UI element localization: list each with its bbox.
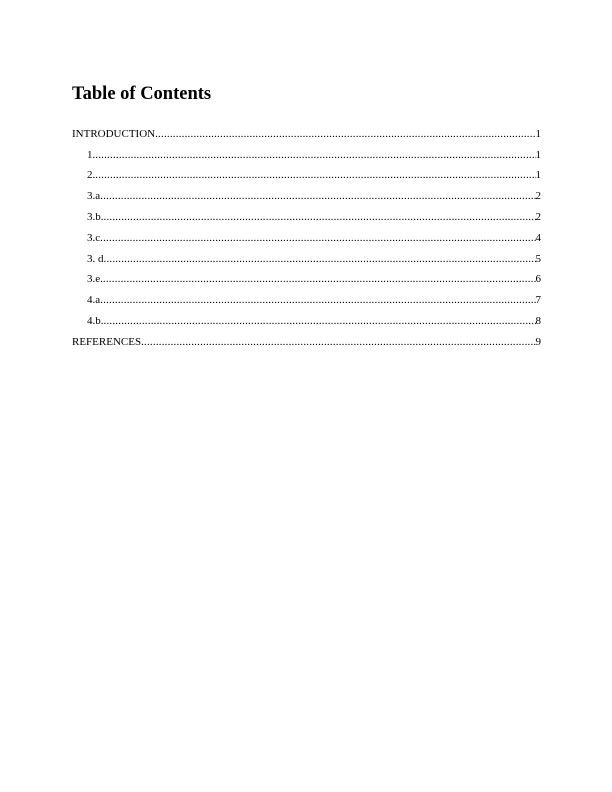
toc-entry-label: 3.a <box>87 190 101 203</box>
toc-dot-leader <box>104 314 536 328</box>
toc-entry-page-number: 1 <box>535 148 541 161</box>
toc-entry-label: INTRODUCTION <box>72 127 156 140</box>
toc-dot-leader <box>95 148 535 162</box>
toc-entry-label: 3.e. <box>87 273 103 286</box>
toc-entry-page-number: 1 <box>535 127 541 140</box>
toc-entry-3c[interactable] <box>72 224 541 245</box>
toc-entry-label: 3. d <box>87 252 104 265</box>
toc-entry-page-number: 5 <box>535 252 541 265</box>
toc-entry-references[interactable] <box>72 328 541 349</box>
toc-dot-leader <box>104 252 536 266</box>
toc-entry-label: 3.c <box>87 231 101 244</box>
toc-dot-leader <box>103 272 536 286</box>
toc-dot-leader <box>100 293 535 307</box>
toc-dot-leader <box>100 189 535 203</box>
toc-dot-leader <box>100 231 535 245</box>
toc-entry-3a[interactable] <box>72 182 541 203</box>
toc-entry-4a[interactable] <box>72 286 541 307</box>
toc-entry-3d[interactable] <box>72 245 541 266</box>
toc-entry-4b[interactable] <box>72 307 541 328</box>
toc-entry-label: 4.b. <box>87 314 104 327</box>
toc-entry-page-number: 9 <box>535 335 541 348</box>
toc-dot-leader <box>141 335 535 349</box>
toc-entry-page-number: 1 <box>535 169 541 182</box>
toc-entry-3b[interactable] <box>72 203 541 224</box>
toc-entry-page-number: 2 <box>535 210 541 223</box>
toc-entry-page-number: 6 <box>535 273 541 286</box>
toc-entry-label: 4.a <box>87 294 101 307</box>
toc-entry-page-number: 2 <box>535 190 541 203</box>
toc-entry-label: 2. <box>87 169 96 182</box>
toc-entry-introduction[interactable] <box>72 120 541 141</box>
toc-list <box>72 120 541 349</box>
toc-entry-page-number: 4 <box>535 231 541 244</box>
toc-entry-1[interactable] <box>72 141 541 162</box>
toc-dot-leader <box>95 168 535 182</box>
toc-title: Table of Contents <box>72 84 212 104</box>
toc-entry-label: 3.b. <box>87 210 104 223</box>
toc-entry-page-number: 8 <box>535 314 541 327</box>
toc-entry-2[interactable] <box>72 162 541 183</box>
toc-entry-3e[interactable] <box>72 266 541 287</box>
toc-dot-leader <box>155 127 535 141</box>
toc-dot-leader <box>104 210 536 224</box>
toc-entry-label: 1. <box>87 148 96 161</box>
toc-entry-page-number: 7 <box>535 294 541 307</box>
toc-entry-label: REFERENCES <box>72 335 142 348</box>
